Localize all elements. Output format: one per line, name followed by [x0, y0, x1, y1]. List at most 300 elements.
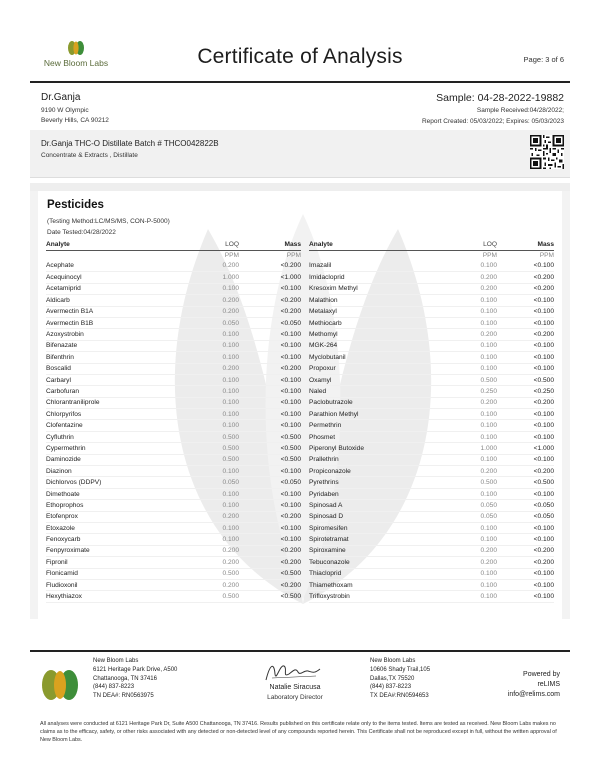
analyte-name: Fenpyroximate	[46, 545, 181, 556]
loq-value: 0.100	[181, 522, 239, 533]
analyte-name: Propoxur	[309, 363, 437, 374]
units-row	[46, 250, 301, 261]
analyte-name: Kresoxim Methyl	[309, 283, 437, 294]
sample-id: Sample: 04-28-2022-19882	[436, 92, 564, 104]
loq-value: 0.100	[181, 374, 239, 385]
analyte-name: Spiromesifen	[309, 522, 437, 533]
director-name: Natalie Siracusa	[269, 684, 321, 691]
mass-value: <0.100	[497, 306, 554, 317]
powered-by	[508, 670, 560, 700]
unit-mass: PPM	[286, 252, 301, 259]
loq-value: 0.100	[181, 420, 239, 431]
table-row	[46, 295, 301, 306]
disclaimer: All analyses were conducted at 6121 Heritage Park Dr, Suite A500 Chattanooga, TN 37416. Results published on this certificate relate only to the items tested. Items are tested as received. New Bloom Labs makes no claims as to the efficacy, safety, or other risks associated with any detected or non-detected level of any compounds reported herein. This Certificate shall not be reproduced except in full, without the written approval of New Bloom Labs.	[40, 721, 557, 743]
mass-value: <0.100	[239, 340, 301, 351]
footer-leaf-logo-icon	[40, 668, 80, 702]
analyte-name: Malathion	[309, 295, 437, 306]
mass-value: <0.500	[239, 431, 301, 442]
mass-value: <0.100	[239, 374, 301, 385]
analyte-name: Cypermethrin	[46, 443, 181, 454]
loq-value: 0.500	[181, 454, 239, 465]
table-row	[46, 352, 301, 363]
mass-value: <0.500	[239, 454, 301, 465]
table-row	[309, 329, 554, 340]
mass-value: <0.500	[497, 374, 554, 385]
analyte-name: Cyfluthrin	[46, 431, 181, 442]
mass-value: <0.250	[497, 386, 554, 397]
loq-value: 0.200	[181, 545, 239, 556]
powered-by-email[interactable]: info@relims.com	[507, 691, 560, 698]
table-row	[46, 283, 301, 294]
table-row	[46, 477, 301, 488]
table-row	[309, 397, 554, 408]
analyte-name: Permethrin	[309, 420, 437, 431]
lab-address-dallas	[370, 657, 430, 701]
analyte-name: Fipronil	[46, 557, 181, 568]
table-header-row	[46, 240, 301, 250]
mass-value: <0.100	[239, 534, 301, 545]
document-title: Certificate of Analysis	[197, 45, 403, 68]
address-line: (844) 837-8223	[93, 684, 135, 691]
analyte-name: Naled	[309, 386, 437, 397]
header-mass: Mass	[239, 240, 301, 250]
mass-value: <0.100	[497, 591, 554, 602]
mass-value: <0.050	[239, 477, 301, 488]
table-row	[309, 386, 554, 397]
table-row	[309, 295, 554, 306]
loq-value: 0.100	[437, 488, 497, 499]
loq-value: 0.500	[181, 591, 239, 602]
loq-value: 0.200	[181, 511, 239, 522]
loq-value: 0.100	[437, 409, 497, 420]
table-row	[46, 545, 301, 556]
analyte-name: Fenoxycarb	[46, 534, 181, 545]
mass-value: <0.100	[239, 466, 301, 477]
table-row	[309, 283, 554, 294]
mass-value: <0.200	[239, 261, 301, 272]
date-tested: Date Tested:04/28/2022	[47, 229, 116, 236]
analyte-name: Daminozide	[46, 454, 181, 465]
mass-value: <0.100	[497, 261, 554, 272]
mass-value: <0.050	[497, 511, 554, 522]
analyte-name: Avermectin B1A	[46, 306, 181, 317]
table-row	[309, 443, 554, 454]
analyte-name: Spiroxamine	[309, 545, 437, 556]
table-row	[46, 397, 301, 408]
table-row	[309, 317, 554, 328]
analyte-name: Methomyl	[309, 329, 437, 340]
mass-value: <0.200	[497, 466, 554, 477]
analyte-name: Propiconazole	[309, 466, 437, 477]
mass-value: <0.050	[497, 500, 554, 511]
address-line: TN DEA#: RN0563975	[93, 693, 154, 700]
mass-value: <0.100	[239, 329, 301, 340]
analyte-name: Clofentazine	[46, 420, 181, 431]
loq-value: 0.100	[437, 420, 497, 431]
table-row	[46, 386, 301, 397]
loq-value: 0.500	[181, 431, 239, 442]
mass-value: <0.100	[239, 522, 301, 533]
analyte-name: Pyrethrins	[309, 477, 437, 488]
mass-value: <0.100	[497, 352, 554, 363]
loq-value: 0.500	[437, 477, 497, 488]
loq-value: 0.200	[437, 466, 497, 477]
analyte-name: Parathion Methyl	[309, 409, 437, 420]
loq-value: 0.050	[437, 511, 497, 522]
loq-value: 0.200	[181, 306, 239, 317]
loq-value: 0.100	[437, 340, 497, 351]
address-line: 6121 Heritage Park Drive, A500	[93, 666, 178, 673]
table-row	[309, 409, 554, 420]
loq-value: 0.100	[181, 340, 239, 351]
table-row	[46, 306, 301, 317]
loq-value: 0.100	[437, 317, 497, 328]
units-spacer	[46, 250, 181, 261]
table-row	[309, 500, 554, 511]
loq-value: 0.500	[181, 568, 239, 579]
analyte-name: Flonicamid	[46, 568, 181, 579]
mass-value: <0.100	[239, 352, 301, 363]
testing-method: (Testing Method:LC/MS/MS, CON-P-5000)	[47, 218, 170, 225]
loq-value: 0.100	[181, 329, 239, 340]
client-address-line1: 9190 W Olympic	[41, 107, 89, 114]
mass-value: <0.200	[239, 363, 301, 374]
header-mass: Mass	[497, 240, 554, 250]
loq-value: 0.200	[437, 397, 497, 408]
loq-value: 0.200	[181, 363, 239, 374]
client-address-line2: Beverly Hills, CA 90212	[41, 117, 109, 124]
table-row	[46, 591, 301, 602]
analyte-name: Dimethoate	[46, 488, 181, 499]
mass-value: <0.200	[497, 272, 554, 283]
table-row	[46, 500, 301, 511]
analyte-name: Spinosad D	[309, 511, 437, 522]
loq-value: 0.100	[181, 488, 239, 499]
table-row	[309, 477, 554, 488]
mass-value: <0.100	[239, 420, 301, 431]
table-row	[46, 557, 301, 568]
address-line: Chattanooga, TN 37416	[93, 675, 157, 682]
table-row	[46, 488, 301, 499]
powered-by-brand: reLIMS	[537, 681, 560, 688]
table-row	[309, 363, 554, 374]
analyte-name: Thiamethoxam	[309, 579, 437, 590]
mass-value: <0.200	[497, 283, 554, 294]
mass-value: <0.100	[497, 568, 554, 579]
analyte-name: Myclobutanil	[309, 352, 437, 363]
analyte-name: Ethoprophos	[46, 500, 181, 511]
loq-value: 0.100	[437, 579, 497, 590]
table-row	[309, 488, 554, 499]
table-row	[309, 340, 554, 351]
analyte-name: Acequinocyl	[46, 272, 181, 283]
header-divider	[30, 81, 570, 83]
analyte-name: Fludioxonil	[46, 579, 181, 590]
loq-value: 0.100	[437, 591, 497, 602]
analyte-name: Diazinon	[46, 466, 181, 477]
analyte-name: Metalaxyl	[309, 306, 437, 317]
analyte-name: Methiocarb	[309, 317, 437, 328]
table-row	[46, 431, 301, 442]
loq-value: 0.200	[437, 329, 497, 340]
table-row	[309, 466, 554, 477]
sample-info	[422, 92, 564, 127]
analyte-name: Piperonyl Butoxide	[309, 443, 437, 454]
mass-value: <0.100	[239, 488, 301, 499]
analyte-name: Spirotetramat	[309, 534, 437, 545]
loq-value: 0.100	[437, 431, 497, 442]
loq-value: 0.100	[181, 352, 239, 363]
table-row	[46, 579, 301, 590]
mass-value: <0.500	[239, 591, 301, 602]
loq-value: 0.500	[181, 443, 239, 454]
header-loq: LOQ	[181, 240, 239, 250]
loq-value: 0.500	[437, 374, 497, 385]
analyte-name: Phosmet	[309, 431, 437, 442]
qr-code-icon	[530, 135, 564, 169]
analyte-name: Etofenprox	[46, 511, 181, 522]
unit-mass: PPM	[539, 252, 554, 259]
analyte-name: Paclobutrazole	[309, 397, 437, 408]
table-row	[309, 511, 554, 522]
client-name: Dr.Ganja	[41, 92, 81, 103]
units-spacer	[309, 250, 437, 261]
mass-value: <0.200	[239, 306, 301, 317]
mass-value: <0.100	[497, 420, 554, 431]
analyte-name: Acephate	[46, 261, 181, 272]
table-row	[309, 352, 554, 363]
analyte-name: Avermectin B1B	[46, 317, 181, 328]
lab-address-chattanooga	[93, 657, 177, 701]
loq-value: 0.100	[181, 409, 239, 420]
loq-value: 0.100	[437, 261, 497, 272]
loq-value: 0.100	[181, 386, 239, 397]
pesticides-table-right	[309, 240, 554, 603]
mass-value: <0.200	[497, 557, 554, 568]
address-line: New Bloom Labs	[370, 658, 416, 664]
analyte-name: Chlorantraniliprole	[46, 397, 181, 408]
analyte-name: Aldicarb	[46, 295, 181, 306]
mass-value: <0.200	[497, 329, 554, 340]
loq-value: 0.100	[437, 295, 497, 306]
analyte-name: Pyridaben	[309, 488, 437, 499]
header-analyte: Analyte	[46, 240, 181, 250]
table-row	[309, 272, 554, 283]
mass-value: <0.100	[497, 317, 554, 328]
table-row	[46, 340, 301, 351]
loq-value: 0.100	[181, 283, 239, 294]
mass-value: <0.100	[497, 579, 554, 590]
logo-text: New Bloom Labs	[43, 58, 109, 68]
loq-value: 0.100	[181, 397, 239, 408]
loq-value: 0.200	[437, 545, 497, 556]
mass-value: <0.100	[497, 488, 554, 499]
table-row	[309, 420, 554, 431]
mass-value: <0.100	[239, 386, 301, 397]
mass-value: <0.100	[497, 295, 554, 306]
client-info	[41, 92, 109, 126]
mass-value: <0.100	[497, 454, 554, 465]
mass-value: <0.200	[497, 397, 554, 408]
mass-value: <1.000	[239, 272, 301, 283]
analyte-name: Chlorpyrifos	[46, 409, 181, 420]
mass-value: <0.500	[239, 568, 301, 579]
table-row	[309, 261, 554, 272]
table-row	[46, 363, 301, 374]
table-row	[46, 420, 301, 431]
product-box	[30, 130, 570, 178]
table-row	[309, 522, 554, 533]
analyte-name: Thiacloprid	[309, 568, 437, 579]
table-row	[309, 591, 554, 602]
analyte-name: Imidacloprid	[309, 272, 437, 283]
loq-value: 0.100	[437, 568, 497, 579]
table-row	[309, 534, 554, 545]
table-row	[309, 306, 554, 317]
loq-value: 0.100	[181, 534, 239, 545]
table-row	[309, 454, 554, 465]
table-row	[46, 317, 301, 328]
analyte-name: Prallethrin	[309, 454, 437, 465]
product-category: Concentrate & Extracts , Distillate	[41, 152, 138, 159]
sample-received: Sample Received:04/28/2022;	[476, 107, 564, 114]
address-line: New Bloom Labs	[93, 658, 139, 664]
loq-value: 0.100	[437, 454, 497, 465]
footer-divider	[30, 650, 570, 652]
table-row	[46, 261, 301, 272]
section-title-pesticides: Pesticides	[47, 199, 104, 211]
table-row	[309, 568, 554, 579]
report-dates: Report Created: 05/03/2022; Expires: 05/03/2023	[421, 117, 564, 125]
mass-value: <0.100	[497, 409, 554, 420]
analyte-name: Acetamiprid	[46, 283, 181, 294]
loq-value: 0.100	[437, 352, 497, 363]
mass-value: <0.050	[239, 317, 301, 328]
table-row	[46, 534, 301, 545]
mass-value: <0.100	[497, 363, 554, 374]
table-row	[46, 409, 301, 420]
loq-value: 0.200	[437, 283, 497, 294]
table-row	[309, 545, 554, 556]
loq-value: 0.200	[437, 557, 497, 568]
analyte-name: Bifenthrin	[46, 352, 181, 363]
analyte-name: MGK-264	[309, 340, 437, 351]
table-row	[46, 329, 301, 340]
director-signature	[262, 660, 324, 684]
analyte-name: Oxamyl	[309, 374, 437, 385]
analyte-name: Spinosad A	[309, 500, 437, 511]
mass-value: <0.100	[497, 431, 554, 442]
table-row	[46, 374, 301, 385]
loq-value: 0.200	[181, 579, 239, 590]
loq-value: 0.100	[181, 500, 239, 511]
address-line: Dallas,TX 75520	[370, 675, 415, 682]
analyte-name: Tebuconazole	[309, 557, 437, 568]
table-row	[46, 443, 301, 454]
mass-value: <0.500	[497, 477, 554, 488]
table-row	[46, 568, 301, 579]
mass-value: <0.100	[497, 534, 554, 545]
mass-value: <0.100	[239, 397, 301, 408]
header	[0, 0, 600, 84]
mass-value: <1.000	[497, 443, 554, 454]
loq-value: 0.100	[437, 534, 497, 545]
product-name: Dr.Ganja THC-O Distillate Batch # THCO042822B	[41, 139, 219, 148]
loq-value: 0.100	[437, 363, 497, 374]
analyte-name: Azoxystrobin	[46, 329, 181, 340]
mass-value: <0.200	[497, 545, 554, 556]
header-analyte: Analyte	[309, 240, 437, 250]
analyte-name: Carbofuran	[46, 386, 181, 397]
loq-value: 0.200	[437, 272, 497, 283]
mass-value: <0.500	[239, 443, 301, 454]
loq-value: 0.200	[181, 557, 239, 568]
table-row	[46, 466, 301, 477]
address-line: TX DEA#:RN0594653	[370, 693, 429, 700]
analyte-name: Hexythiazox	[46, 591, 181, 602]
mass-value: <0.200	[239, 511, 301, 522]
analyte-name: Etoxazole	[46, 522, 181, 533]
mass-value: <0.200	[239, 545, 301, 556]
table-row	[46, 511, 301, 522]
mass-value: <0.200	[239, 579, 301, 590]
mass-value: <0.100	[239, 409, 301, 420]
table-row	[309, 579, 554, 590]
loq-value: 0.250	[437, 386, 497, 397]
mass-value: <0.100	[239, 500, 301, 511]
pesticides-table-left	[46, 240, 301, 603]
address-line: (844) 837-8223	[370, 684, 412, 691]
table-row	[309, 557, 554, 568]
table-header-row	[309, 240, 554, 250]
table-row	[309, 431, 554, 442]
loq-value: 0.050	[181, 317, 239, 328]
unit-loq: PPM	[482, 252, 497, 259]
loq-value: 0.100	[437, 522, 497, 533]
analyte-name: Bifenazate	[46, 340, 181, 351]
address-line: 10606 Shady Trail,105	[370, 666, 431, 673]
loq-value: 0.100	[437, 306, 497, 317]
table-row	[46, 272, 301, 283]
unit-loq: PPM	[224, 252, 239, 259]
loq-value: 0.200	[181, 261, 239, 272]
loq-value: 0.050	[437, 500, 497, 511]
table-row	[309, 374, 554, 385]
mass-value: <0.100	[497, 340, 554, 351]
loq-value: 1.000	[437, 443, 497, 454]
section-separator	[30, 183, 570, 191]
table-row	[46, 454, 301, 465]
mass-value: <0.100	[497, 522, 554, 533]
page-number: Page: 3 of 6	[523, 55, 564, 64]
analyte-name: Trifloxystrobin	[309, 591, 437, 602]
powered-by-label: Powered by	[523, 671, 560, 678]
units-row	[309, 250, 554, 261]
analyte-name: Dichlorvos (DDPV)	[46, 477, 181, 488]
table-row	[46, 522, 301, 533]
analyte-name: Carbaryl	[46, 374, 181, 385]
mass-value: <0.100	[239, 283, 301, 294]
director-role: Laboratory Director	[267, 694, 323, 701]
mass-value: <0.200	[239, 557, 301, 568]
loq-value: 0.100	[181, 466, 239, 477]
analyte-name: Imazalil	[309, 261, 437, 272]
loq-value: 1.000	[181, 272, 239, 283]
loq-value: 0.200	[181, 295, 239, 306]
loq-value: 0.050	[181, 477, 239, 488]
analyte-name: Boscalid	[46, 363, 181, 374]
mass-value: <0.200	[239, 295, 301, 306]
